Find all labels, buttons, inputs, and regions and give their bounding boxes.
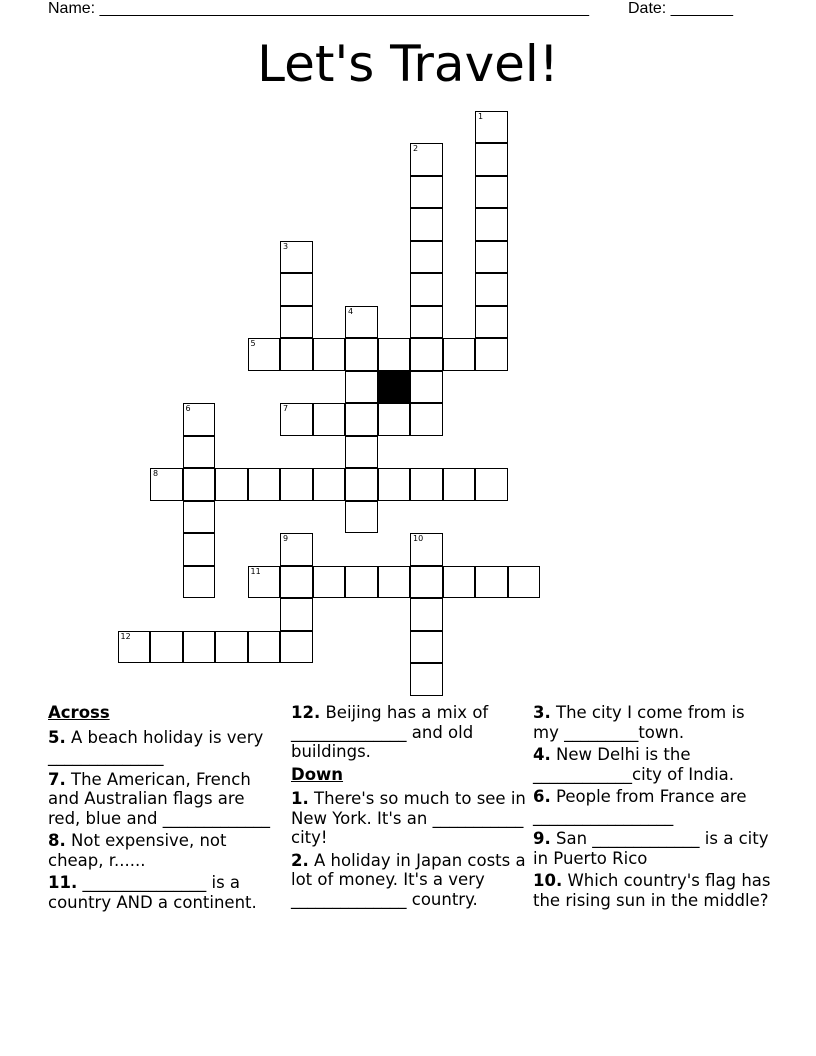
cell-number: 2 (413, 144, 419, 153)
grid-cell[interactable] (183, 566, 216, 599)
cell-number: 11 (250, 566, 261, 576)
grid-cell[interactable] (475, 111, 508, 144)
grid-cell[interactable] (118, 631, 151, 664)
grid-cell[interactable] (410, 143, 443, 176)
grid-cell[interactable] (345, 436, 378, 469)
clue-down-10: 10. Which country's flag has the rising sun in the middle? (533, 871, 771, 910)
grid-cell[interactable] (280, 468, 313, 501)
grid-cell[interactable] (378, 338, 411, 371)
cell-number: 9 (283, 534, 289, 543)
clues-column-3 (533, 703, 773, 913)
grid-cell[interactable] (475, 306, 508, 339)
grid-cell[interactable] (280, 631, 313, 664)
grid-cell[interactable] (280, 598, 313, 631)
grid-cell[interactable] (410, 403, 443, 436)
date-field-label: Date: _______ (628, 0, 733, 17)
grid-cell[interactable] (410, 273, 443, 306)
page-title: Let's Travel! (257, 35, 559, 93)
across-heading: Across (48, 703, 110, 722)
grid-cell[interactable] (345, 338, 378, 371)
clue-down-6: 6. People from France are _________________ (533, 787, 747, 826)
grid-cell[interactable] (183, 468, 216, 501)
clue-across-12: 12. Beijing has a mix of ______________ and old buildings. (291, 703, 489, 761)
clues-column-1 (48, 703, 278, 915)
grid-cell[interactable] (280, 533, 313, 566)
grid-cell[interactable] (345, 501, 378, 534)
grid-cell[interactable] (313, 468, 346, 501)
grid-cell[interactable] (313, 403, 346, 436)
grid-cell[interactable] (313, 338, 346, 371)
grid-cell[interactable] (475, 208, 508, 241)
cell-number: 12 (120, 631, 131, 641)
grid-cell[interactable] (475, 273, 508, 306)
grid-cell[interactable] (410, 241, 443, 274)
down-heading: Down (291, 764, 344, 784)
grid-cell[interactable] (410, 631, 443, 664)
grid-cell[interactable] (410, 371, 443, 404)
grid-cell[interactable] (345, 566, 378, 599)
grid-cell[interactable] (248, 566, 281, 599)
grid-cell[interactable] (345, 403, 378, 436)
clue-down-9: 9. San _____________ is a city in Puerto Rico (533, 829, 769, 868)
grid-cell[interactable] (248, 631, 281, 664)
grid-cell[interactable] (345, 371, 378, 404)
cell-number: 10 (413, 534, 424, 543)
grid-cell[interactable] (475, 143, 508, 176)
grid-cell[interactable] (475, 241, 508, 274)
clue-across-11: 11. _______________ is a country AND a continent. (48, 873, 257, 912)
clue-across-7: 7. The American, French and Australian flags are red, blue and _____________ (48, 769, 270, 828)
cell-number: 6 (185, 404, 191, 413)
clue-down-4: 4. New Delhi is the ____________city of India. (533, 745, 735, 784)
grid-cell[interactable] (215, 631, 248, 664)
clues-column-2 (291, 703, 527, 912)
grid-cell[interactable] (410, 663, 443, 696)
grid-cell[interactable] (378, 468, 411, 501)
grid-cell[interactable] (508, 566, 541, 599)
name-field-label: Name: _______________________________________________________ (48, 0, 589, 17)
grid-cell[interactable] (410, 176, 443, 209)
grid-cell[interactable] (280, 241, 313, 274)
grid-cell[interactable] (475, 468, 508, 501)
grid-cell[interactable] (183, 403, 216, 436)
grid-cell[interactable] (248, 468, 281, 501)
clue-down-1: 1. There's so much to see in New York. It's an ___________ city! (291, 789, 526, 847)
grid-cell[interactable] (150, 631, 183, 664)
grid-cell[interactable] (280, 273, 313, 306)
black-cell (378, 371, 411, 404)
grid-cell[interactable] (443, 566, 476, 599)
grid-cell[interactable] (313, 566, 346, 599)
grid-cell[interactable] (280, 403, 313, 436)
grid-cell[interactable] (183, 436, 216, 469)
grid-cell[interactable] (280, 338, 313, 371)
grid-cell[interactable] (345, 468, 378, 501)
grid-cell[interactable] (475, 338, 508, 371)
grid-cell[interactable] (475, 176, 508, 209)
grid-cell[interactable] (345, 306, 378, 339)
grid-cell[interactable] (150, 468, 183, 501)
clue-down-3: 3. The city I come from is my _________town. (533, 703, 745, 742)
cell-number: 4 (348, 306, 354, 316)
clue-across-5: 5. A beach holiday is very ______________ (48, 727, 264, 766)
grid-cell[interactable] (410, 208, 443, 241)
grid-cell[interactable] (475, 566, 508, 599)
clue-across-8: 8. Not expensive, not cheap, r...... (48, 831, 227, 870)
grid-cell[interactable] (443, 468, 476, 501)
grid-cell[interactable] (410, 468, 443, 501)
grid-cell[interactable] (280, 566, 313, 599)
grid-cell[interactable] (183, 533, 216, 566)
cell-number: 1 (478, 111, 484, 121)
grid-cell[interactable] (248, 338, 281, 371)
cell-number: 5 (250, 339, 256, 348)
grid-cell[interactable] (410, 598, 443, 631)
grid-cell[interactable] (410, 306, 443, 339)
grid-cell[interactable] (378, 403, 411, 436)
grid-cell[interactable] (378, 566, 411, 599)
cell-number: 8 (153, 469, 159, 478)
cell-number: 7 (283, 404, 289, 413)
grid-cell[interactable] (443, 338, 476, 371)
clue-down-2: 2. A holiday in Japan costs a lot of money. It's a very ______________ country. (291, 850, 526, 909)
grid-cell[interactable] (280, 306, 313, 339)
grid-cell[interactable] (410, 566, 443, 599)
grid-cell[interactable] (410, 338, 443, 371)
grid-cell[interactable] (410, 533, 443, 566)
grid-cell[interactable] (215, 468, 248, 501)
cell-number: 3 (283, 241, 289, 251)
grid-cell[interactable] (183, 501, 216, 534)
grid-cell[interactable] (183, 631, 216, 664)
